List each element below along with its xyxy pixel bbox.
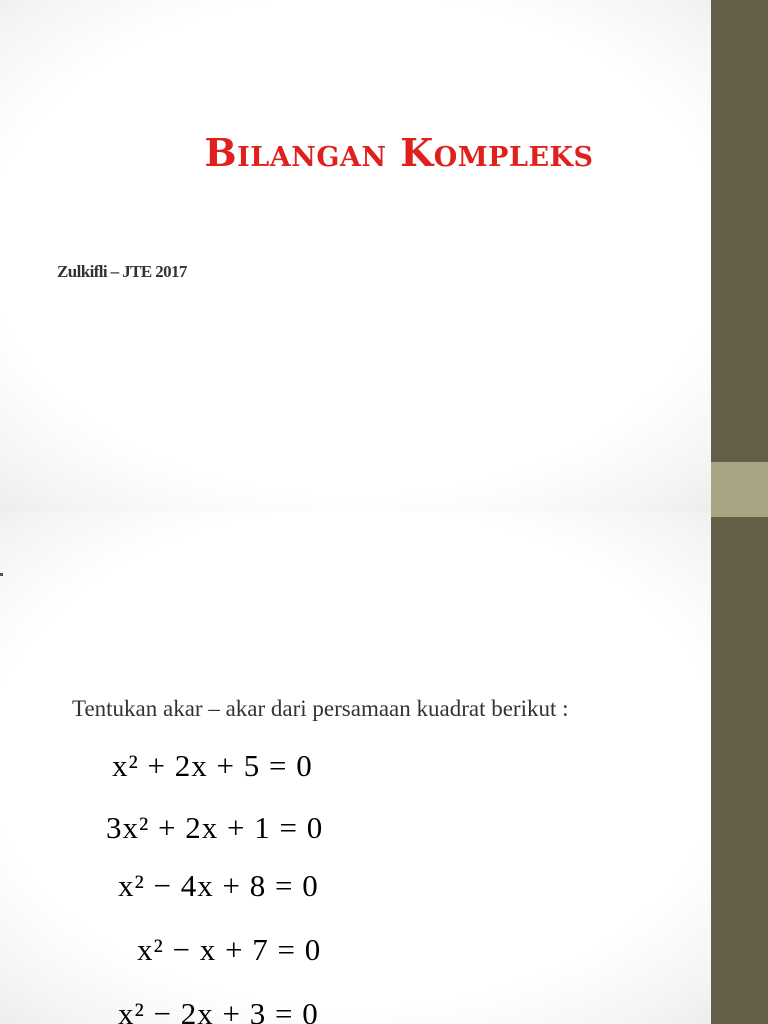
equation-1: x² + 2x + 5 = 0	[112, 748, 313, 783]
slide-corner-mark	[0, 573, 3, 576]
equation-5: x² − 2x + 3 = 0	[118, 996, 319, 1024]
equation-list	[0, 512, 711, 1024]
content-slide	[0, 512, 711, 1024]
sidebar-accent-block	[711, 462, 768, 517]
equation-4: x² − x + 7 = 0	[137, 932, 322, 967]
slide-1-sidebar-bar	[711, 0, 768, 462]
equation-3: x² − 4x + 8 = 0	[118, 868, 319, 903]
slide-subtitle: Zulkifli – JTE 2017	[57, 262, 187, 281]
slide-title: Bilangan Kompleks	[204, 130, 594, 175]
slide-2-sidebar-bar	[711, 517, 768, 1024]
equation-2: 3x² + 2x + 1 = 0	[106, 810, 324, 845]
question-prompt: Tentukan akar – akar dari persamaan kuadrat berikut :	[72, 696, 569, 721]
title-slide	[0, 0, 711, 512]
